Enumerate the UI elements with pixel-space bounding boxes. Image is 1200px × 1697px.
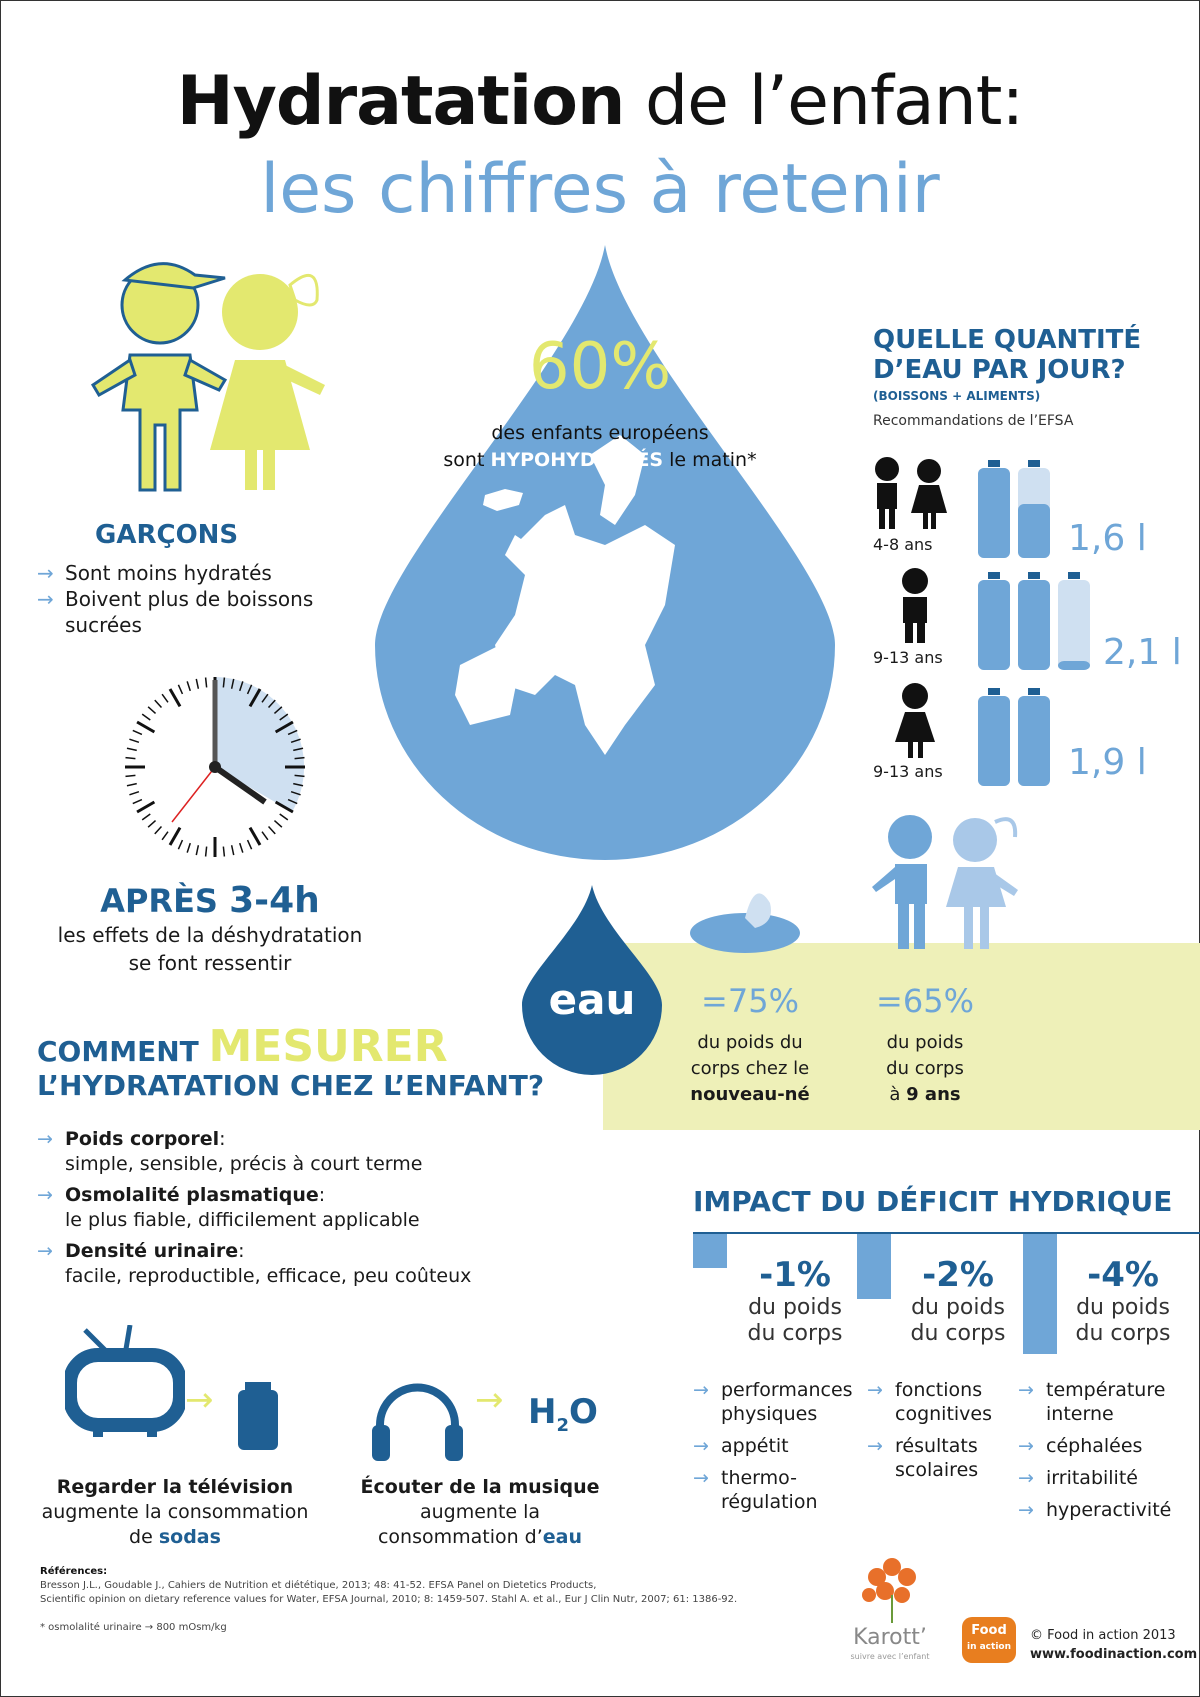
foodinaction-logo: Food in action [962, 1617, 1016, 1663]
list-item: → Boivent plus de boissons sucrées [37, 586, 337, 638]
website-link[interactable]: www.foodinaction.com [1030, 1647, 1198, 1662]
impact-list-1 [693, 1378, 863, 1514]
music-caption: Écouter de la musique augmente la consommation d’eau [360, 1476, 600, 1548]
list-item: → irritabilité [1018, 1466, 1196, 1490]
impact-divider [693, 1232, 1200, 1234]
tv-icon [65, 1325, 185, 1440]
arrow-icon: → [185, 1380, 214, 1420]
quantity-value: 2,1 l [1103, 632, 1182, 673]
measure-heading: COMMENT MESURER L’HYDRATATION CHEZ L’ENFANT? [37, 1021, 545, 1102]
measure-list [37, 1127, 557, 1289]
tv-caption: Regarder la télévision augmente la consommation de sodas [41, 1476, 309, 1548]
girl-icon [885, 680, 945, 760]
page-subtitle: les chiffres à retenir [260, 150, 940, 229]
boys-heading: GARÇONS [95, 520, 239, 550]
boy-icon [885, 565, 945, 645]
clock-icon [120, 672, 310, 862]
list-item: → résultats scolaires [867, 1434, 1017, 1482]
bottle-icon [978, 460, 1010, 558]
bottle-icon [978, 572, 1010, 670]
karott-logo [847, 1555, 937, 1625]
list-item: → thermo-régulation [693, 1466, 863, 1514]
boys-list [37, 560, 337, 638]
clock-caption: APRÈS 3-4h les effets de la déshydratation se font ressentir [57, 880, 363, 975]
impact-col-1: -1% du poids du corps [747, 1255, 843, 1346]
karott-tagline: suivre avec l’enfant [850, 1652, 930, 1661]
drop-percentage: 60% [528, 330, 672, 404]
boy-girl-icon [85, 250, 345, 510]
copyright: © Food in action 2013 [1030, 1628, 1176, 1643]
list-item: → température interne [1018, 1378, 1196, 1426]
kids-icon [865, 453, 955, 533]
drop-caption: des enfants européens sont HYPOHYDRATÉS le matin* [443, 422, 757, 471]
baby-icon [690, 878, 805, 953]
impact-heading: IMPACT DU DÉFICIT HYDRIQUE [693, 1185, 1173, 1218]
list-item: → fonctions cognitives [867, 1378, 1017, 1426]
h2o-label: $H_2O$ [528, 1392, 598, 1436]
list-item: → performances physiques [693, 1378, 863, 1426]
eau-label: eau [548, 975, 636, 1024]
newborn-stat: =75% du poids du corps chez le nouveau-né [690, 982, 810, 1105]
bottle-icon [1018, 460, 1050, 558]
age-label: 4-8 ans [873, 535, 933, 554]
arrow-icon: → [475, 1380, 504, 1420]
bottle-icon [978, 688, 1010, 786]
list-item: → appétit [693, 1434, 863, 1458]
list-item: → Poids corporel: simple, sensible, précis à court terme [37, 1127, 557, 1177]
quantity-value: 1,9 l [1068, 742, 1147, 783]
bottle-icon [1018, 688, 1050, 786]
karott-name: Karott’ [853, 1625, 927, 1650]
quantity-value: 1,6 l [1068, 518, 1147, 559]
impact-bar-3 [1023, 1234, 1057, 1354]
quantity-source: Recommandations de l’EFSA [873, 413, 1074, 429]
age-label: 9-13 ans [873, 762, 943, 781]
age-label: 9-13 ans [873, 648, 943, 667]
impact-col-3: -4% du poids du corps [1075, 1255, 1171, 1346]
quantity-heading: QUELLE QUANTITÉ D’EAU PAR JOUR? [873, 325, 1142, 385]
list-item: → céphalées [1018, 1434, 1196, 1458]
impact-bar-2 [857, 1234, 891, 1299]
list-item: → Densité urinaire: facile, reproductible, efficace, peu coûteux [37, 1239, 557, 1289]
bottles-row-3 [978, 688, 1058, 792]
bottles-row-2 [978, 572, 1098, 676]
impact-col-2: -2% du poids du corps [910, 1255, 1006, 1346]
impact-list-2 [867, 1378, 1017, 1482]
soda-can-icon [235, 1382, 281, 1452]
references: Références: Bresson J.L., Goudable J., Cahiers de Nutrition et diététique, 2013; 48: 41-52. EFSA Panel on Dietetics Products, Scientific opinion on dietary reference values for Water, EFSA Journal, 2010; 8: 1459-507. Stahl A. et al., Eur J Clin Nutr, 2007; 61: 1386-92. * osmolalité urinaire → 800 mOsm/kg [40, 1566, 738, 1633]
quantity-subheading: (BOISSONS + ALIMENTS) [873, 389, 1041, 403]
list-item: → Osmolalité plasmatique: le plus fiable, difficilement applicable [37, 1183, 557, 1233]
list-item: → Sont moins hydratés [37, 560, 337, 586]
bottle-icon [1018, 572, 1050, 670]
headphones-icon [370, 1380, 465, 1462]
impact-list-3 [1018, 1378, 1196, 1522]
children-icon [870, 812, 1020, 952]
list-item: → hyperactivité [1018, 1498, 1196, 1522]
bottles-row-1 [978, 460, 1058, 564]
impact-bar-1 [693, 1234, 727, 1268]
page-title: Hydratation de l’enfant: [176, 62, 1024, 141]
child-stat: =65% du poids du corps à 9 ans [876, 982, 974, 1105]
bottle-icon [1058, 572, 1090, 670]
